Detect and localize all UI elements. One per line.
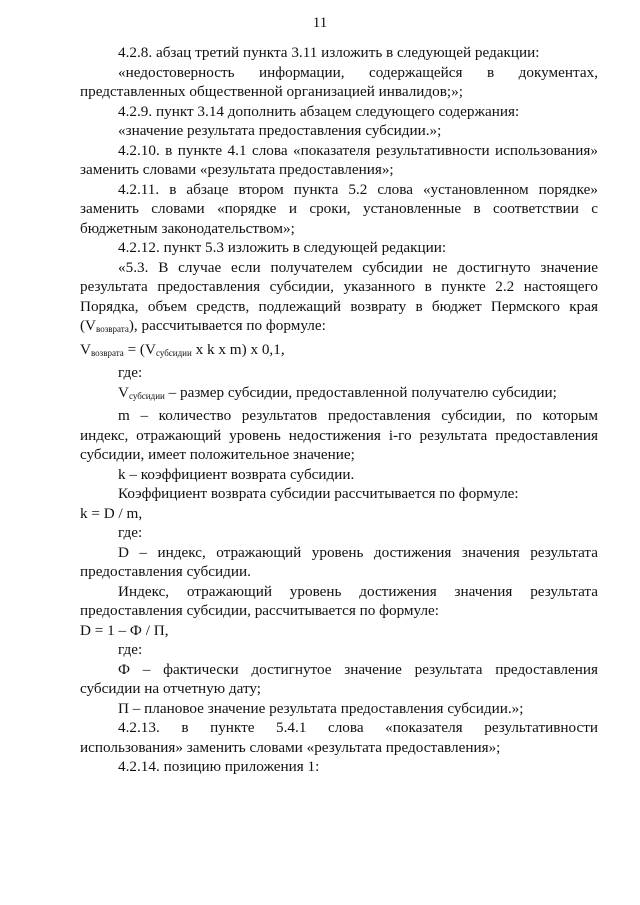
formula-return-amount: $V_{возврата} = (V_{субсидии}$ x k x m) x 0,1, (80, 340, 285, 358)
where-label: где: (118, 524, 143, 541)
index-intro: Индекс, отражающий уровень достижения значения результата предоставления субсидии, рассчитывается по формуле: (80, 582, 598, 619)
paragraph-4-2-14: 4.2.14. позицию приложения 1: (118, 758, 320, 775)
document-body (80, 43, 598, 777)
paragraph-4-2-9: 4.2.9. пункт 3.14 дополнить абзацем следующего содержания: (118, 102, 520, 120)
paragraph-4-2-11: 4.2.11. в абзаце втором пункта 5.2 слова «установленном порядке» заменить словами «порядке и сроки, установленные в соответствии с бюджетным законодательством»; (80, 180, 598, 237)
definition-m: m – количество результатов предоставления субсидии, по которым индекс, отражающий уровень недостижения i-го результата предоставления субсидии, имеет положительное значение; (80, 407, 598, 463)
definition-v-subsidy: $V_{субсидии}$ – размер субсидии, предоставленной получателю субсидии; (118, 383, 557, 401)
formula-index: D = 1 – Ф / П, (80, 621, 169, 639)
paragraph-4-2-12: 4.2.12. пункт 5.3 изложить в следующей редакции: (118, 239, 447, 256)
paragraph-4-2-10: 4.2.10. в пункте 4.1 слова «показателя результативности использования» заменить словами «результата предоставления»; (80, 141, 598, 178)
paragraph-5-3 (80, 258, 598, 340)
paragraph-5-3-text: «5.3. В случае если получателем субсидии не достигнуто значение результата предоставления субсидии, указанного в пункте 2.2 настоящего Порядка, объем средств, подлежащий возврату в бюджет Пермского края (V (80, 258, 598, 334)
paragraph-quote-result-value: «значение результата предоставления субсидии.»; (118, 122, 442, 139)
subscript-return: возврата (96, 324, 129, 334)
definition-p: П – плановое значение результата предоставления субсидии.»; (118, 699, 524, 717)
paragraph-quote-unreliable-info: «недостоверность информации, содержащейся в документах, представленных общественной организацией инвалидов;»; (80, 63, 598, 100)
definition-k: k – коэффициент возврата субсидии. (118, 465, 355, 483)
definition-f: Ф – фактически достигнутое значение результата предоставления субсидии на отчетную дату; (80, 660, 598, 697)
where-label: где: (118, 641, 143, 658)
formula-coefficient: k = D / m, (80, 504, 143, 522)
where-label: где: (118, 364, 143, 381)
paragraph-4-2-8: 4.2.8. абзац третий пункта 3.11 изложить в следующей редакции: (118, 44, 540, 61)
coefficient-intro: Коэффициент возврата субсидии рассчитывается по формуле: (118, 485, 519, 502)
paragraph-4-2-13: 4.2.13. в пункте 5.4.1 слова «показателя результативности использования» заменить словами «результата предоставления»; (80, 719, 598, 756)
definition-d: D – индекс, отражающий уровень достижения значения результата предоставления субсидии. (80, 543, 598, 580)
paragraph-5-3-tail: ), рассчитывается по формуле: (128, 317, 326, 334)
page-number: 11 (312, 15, 328, 31)
